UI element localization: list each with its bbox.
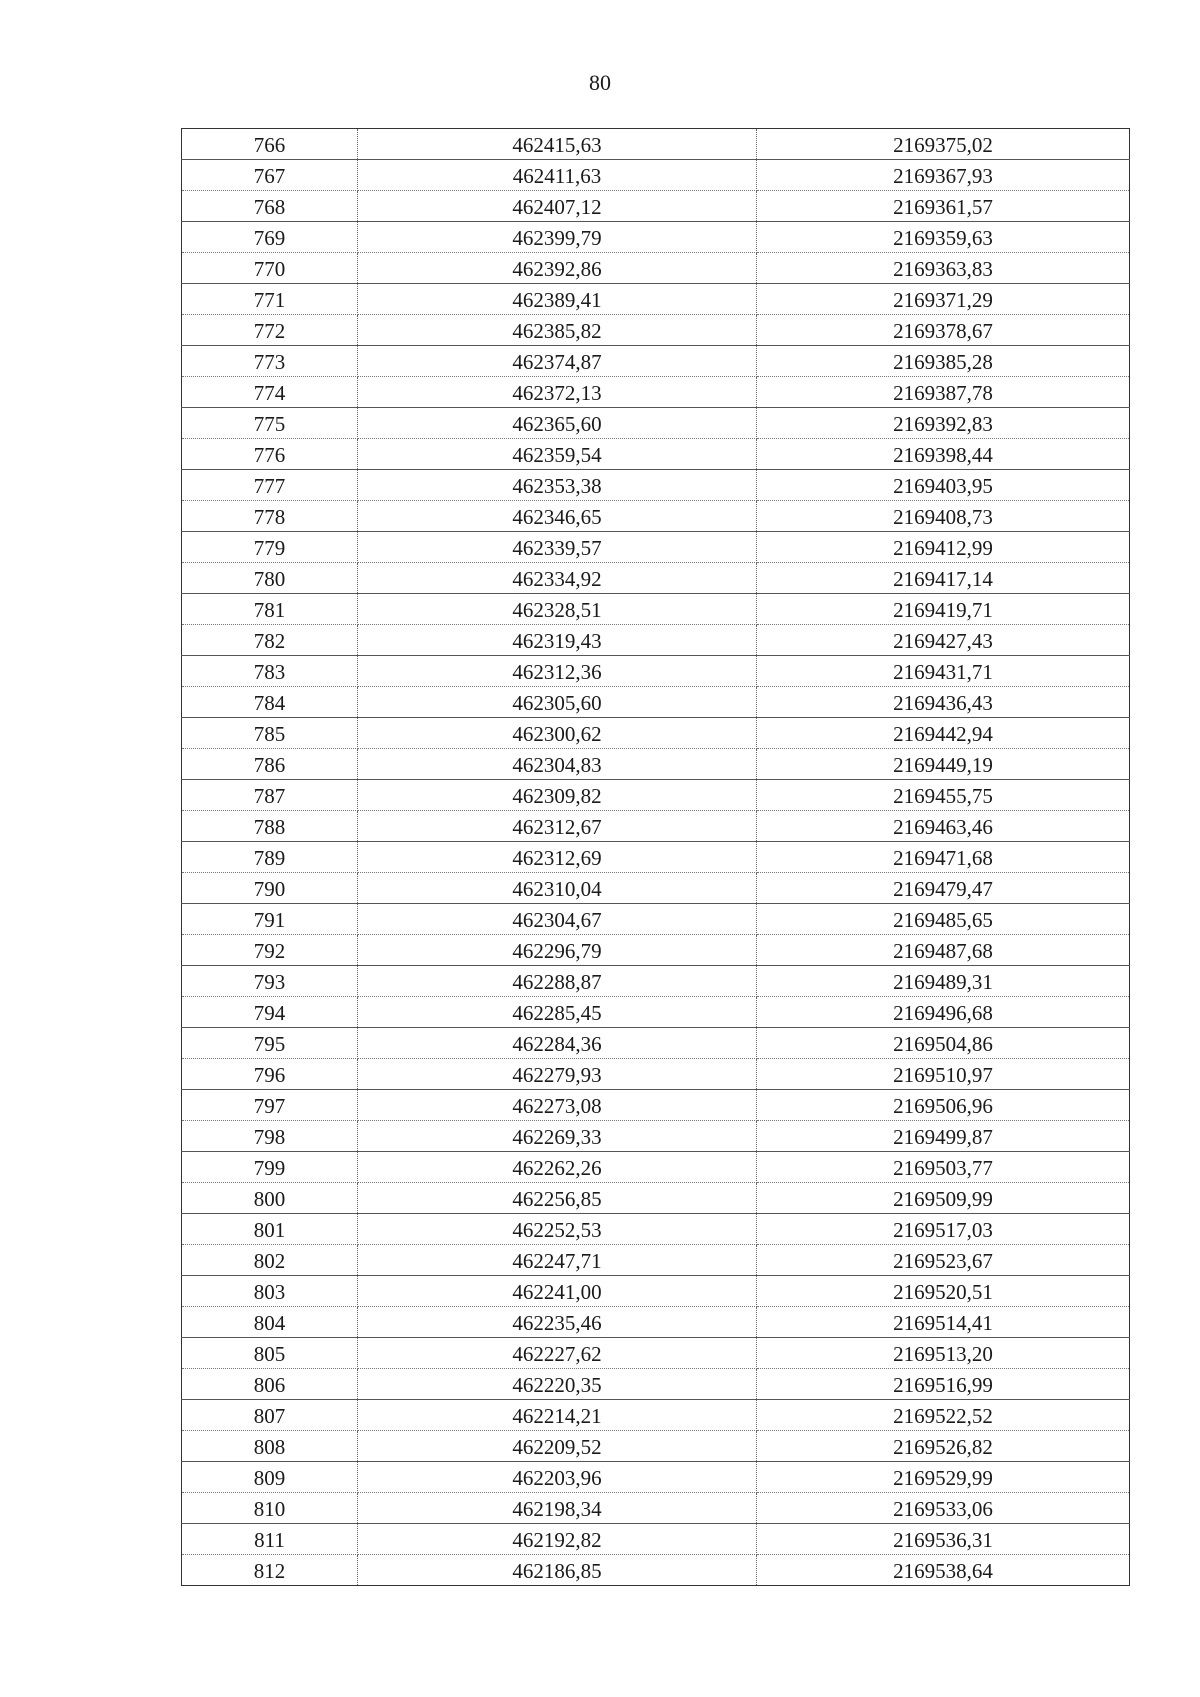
table-row (182, 1307, 1130, 1338)
point-number-cell: 812 (182, 1555, 358, 1586)
point-number-cell: 804 (182, 1307, 358, 1338)
table-row (182, 1028, 1130, 1059)
y-coordinate-cell: 2169479,47 (757, 873, 1130, 904)
point-number-cell: 811 (182, 1524, 358, 1555)
point-number-cell: 790 (182, 873, 358, 904)
x-coordinate-cell: 462415,63 (358, 129, 757, 160)
table-row (182, 718, 1130, 749)
x-coordinate-cell: 462235,46 (358, 1307, 757, 1338)
y-coordinate-cell: 2169463,46 (757, 811, 1130, 842)
x-coordinate-cell: 462346,65 (358, 501, 757, 532)
point-number-cell: 766 (182, 129, 358, 160)
x-coordinate-cell: 462312,67 (358, 811, 757, 842)
point-number-cell: 799 (182, 1152, 358, 1183)
y-coordinate-cell: 2169417,14 (757, 563, 1130, 594)
table-row (182, 315, 1130, 346)
y-coordinate-cell: 2169504,86 (757, 1028, 1130, 1059)
y-coordinate-cell: 2169506,96 (757, 1090, 1130, 1121)
x-coordinate-cell: 462186,85 (358, 1555, 757, 1586)
x-coordinate-cell: 462296,79 (358, 935, 757, 966)
x-coordinate-cell: 462300,62 (358, 718, 757, 749)
y-coordinate-cell: 2169431,71 (757, 656, 1130, 687)
point-number-cell: 787 (182, 780, 358, 811)
y-coordinate-cell: 2169533,06 (757, 1493, 1130, 1524)
y-coordinate-cell: 2169375,02 (757, 129, 1130, 160)
point-number-cell: 768 (182, 191, 358, 222)
x-coordinate-cell: 462399,79 (358, 222, 757, 253)
table-row (182, 470, 1130, 501)
table-row (182, 1555, 1130, 1586)
x-coordinate-cell: 462262,26 (358, 1152, 757, 1183)
y-coordinate-cell: 2169471,68 (757, 842, 1130, 873)
x-coordinate-cell: 462304,67 (358, 904, 757, 935)
table-row (182, 284, 1130, 315)
x-coordinate-cell: 462241,00 (358, 1276, 757, 1307)
point-number-cell: 772 (182, 315, 358, 346)
point-number-cell: 789 (182, 842, 358, 873)
x-coordinate-cell: 462353,38 (358, 470, 757, 501)
table-row (182, 997, 1130, 1028)
y-coordinate-cell: 2169526,82 (757, 1431, 1130, 1462)
point-number-cell: 775 (182, 408, 358, 439)
table-row (182, 1214, 1130, 1245)
x-coordinate-cell: 462310,04 (358, 873, 757, 904)
y-coordinate-cell: 2169403,95 (757, 470, 1130, 501)
x-coordinate-cell: 462372,13 (358, 377, 757, 408)
table-row (182, 1400, 1130, 1431)
table-row (182, 873, 1130, 904)
y-coordinate-cell: 2169496,68 (757, 997, 1130, 1028)
table-row (182, 1276, 1130, 1307)
point-number-cell: 782 (182, 625, 358, 656)
y-coordinate-cell: 2169529,99 (757, 1462, 1130, 1493)
table-row (182, 439, 1130, 470)
table-row (182, 222, 1130, 253)
y-coordinate-cell: 2169513,20 (757, 1338, 1130, 1369)
x-coordinate-cell: 462214,21 (358, 1400, 757, 1431)
table-row (182, 1059, 1130, 1090)
y-coordinate-cell: 2169385,28 (757, 346, 1130, 377)
x-coordinate-cell: 462285,45 (358, 997, 757, 1028)
y-coordinate-cell: 2169359,63 (757, 222, 1130, 253)
y-coordinate-cell: 2169522,52 (757, 1400, 1130, 1431)
table-row (182, 594, 1130, 625)
x-coordinate-cell: 462365,60 (358, 408, 757, 439)
x-coordinate-cell: 462319,43 (358, 625, 757, 656)
x-coordinate-cell: 462389,41 (358, 284, 757, 315)
point-number-cell: 769 (182, 222, 358, 253)
table-row (182, 1152, 1130, 1183)
table-row (182, 191, 1130, 222)
point-number-cell: 801 (182, 1214, 358, 1245)
y-coordinate-cell: 2169523,67 (757, 1245, 1130, 1276)
x-coordinate-cell: 462269,33 (358, 1121, 757, 1152)
y-coordinate-cell: 2169419,71 (757, 594, 1130, 625)
point-number-cell: 792 (182, 935, 358, 966)
y-coordinate-cell: 2169489,31 (757, 966, 1130, 997)
table-row (182, 1462, 1130, 1493)
x-coordinate-cell: 462284,36 (358, 1028, 757, 1059)
point-number-cell: 798 (182, 1121, 358, 1152)
y-coordinate-cell: 2169367,93 (757, 160, 1130, 191)
table-row (182, 811, 1130, 842)
table-row (182, 532, 1130, 563)
y-coordinate-cell: 2169363,83 (757, 253, 1130, 284)
table-row (182, 904, 1130, 935)
table-row (182, 935, 1130, 966)
table-row (182, 160, 1130, 191)
x-coordinate-cell: 462256,85 (358, 1183, 757, 1214)
y-coordinate-cell: 2169392,83 (757, 408, 1130, 439)
point-number-cell: 803 (182, 1276, 358, 1307)
table-row (182, 1245, 1130, 1276)
table-row (182, 1493, 1130, 1524)
point-number-cell: 770 (182, 253, 358, 284)
y-coordinate-cell: 2169449,19 (757, 749, 1130, 780)
x-coordinate-cell: 462309,82 (358, 780, 757, 811)
y-coordinate-cell: 2169538,64 (757, 1555, 1130, 1586)
point-number-cell: 767 (182, 160, 358, 191)
point-number-cell: 808 (182, 1431, 358, 1462)
table-row (182, 1121, 1130, 1152)
x-coordinate-cell: 462339,57 (358, 532, 757, 563)
x-coordinate-cell: 462374,87 (358, 346, 757, 377)
y-coordinate-cell: 2169442,94 (757, 718, 1130, 749)
x-coordinate-cell: 462279,93 (358, 1059, 757, 1090)
y-coordinate-cell: 2169503,77 (757, 1152, 1130, 1183)
table-row (182, 501, 1130, 532)
point-number-cell: 784 (182, 687, 358, 718)
x-coordinate-cell: 462328,51 (358, 594, 757, 625)
x-coordinate-cell: 462220,35 (358, 1369, 757, 1400)
point-number-cell: 793 (182, 966, 358, 997)
x-coordinate-cell: 462273,08 (358, 1090, 757, 1121)
x-coordinate-cell: 462312,36 (358, 656, 757, 687)
table-row (182, 346, 1130, 377)
table-row (182, 966, 1130, 997)
y-coordinate-cell: 2169378,67 (757, 315, 1130, 346)
y-coordinate-cell: 2169427,43 (757, 625, 1130, 656)
x-coordinate-cell: 462312,69 (358, 842, 757, 873)
x-coordinate-cell: 462334,92 (358, 563, 757, 594)
y-coordinate-cell: 2169361,57 (757, 191, 1130, 222)
x-coordinate-cell: 462407,12 (358, 191, 757, 222)
y-coordinate-cell: 2169408,73 (757, 501, 1130, 532)
y-coordinate-cell: 2169514,41 (757, 1307, 1130, 1338)
x-coordinate-cell: 462203,96 (358, 1462, 757, 1493)
point-number-cell: 810 (182, 1493, 358, 1524)
x-coordinate-cell: 462247,71 (358, 1245, 757, 1276)
point-number-cell: 800 (182, 1183, 358, 1214)
point-number-cell: 794 (182, 997, 358, 1028)
point-number-cell: 802 (182, 1245, 358, 1276)
y-coordinate-cell: 2169536,31 (757, 1524, 1130, 1555)
point-number-cell: 796 (182, 1059, 358, 1090)
table-row (182, 1369, 1130, 1400)
table-row (182, 563, 1130, 594)
y-coordinate-cell: 2169398,44 (757, 439, 1130, 470)
point-number-cell: 791 (182, 904, 358, 935)
point-number-cell: 807 (182, 1400, 358, 1431)
point-number-cell: 786 (182, 749, 358, 780)
x-coordinate-cell: 462304,83 (358, 749, 757, 780)
page-number: 80 (589, 70, 611, 95)
point-number-cell: 780 (182, 563, 358, 594)
point-number-cell: 795 (182, 1028, 358, 1059)
coordinates-table (181, 128, 1130, 1586)
table-row (182, 625, 1130, 656)
y-coordinate-cell: 2169387,78 (757, 377, 1130, 408)
y-coordinate-cell: 2169485,65 (757, 904, 1130, 935)
point-number-cell: 777 (182, 470, 358, 501)
point-number-cell: 776 (182, 439, 358, 470)
x-coordinate-cell: 462288,87 (358, 966, 757, 997)
point-number-cell: 779 (182, 532, 358, 563)
point-number-cell: 781 (182, 594, 358, 625)
table-row (182, 377, 1130, 408)
x-coordinate-cell: 462192,82 (358, 1524, 757, 1555)
x-coordinate-cell: 462252,53 (358, 1214, 757, 1245)
y-coordinate-cell: 2169520,51 (757, 1276, 1130, 1307)
y-coordinate-cell: 2169510,97 (757, 1059, 1130, 1090)
point-number-cell: 783 (182, 656, 358, 687)
table-row (182, 1524, 1130, 1555)
y-coordinate-cell: 2169499,87 (757, 1121, 1130, 1152)
point-number-cell: 785 (182, 718, 358, 749)
y-coordinate-cell: 2169517,03 (757, 1214, 1130, 1245)
table-row (182, 408, 1130, 439)
y-coordinate-cell: 2169516,99 (757, 1369, 1130, 1400)
x-coordinate-cell: 462385,82 (358, 315, 757, 346)
x-coordinate-cell: 462411,63 (358, 160, 757, 191)
point-number-cell: 806 (182, 1369, 358, 1400)
y-coordinate-cell: 2169412,99 (757, 532, 1130, 563)
point-number-cell: 774 (182, 377, 358, 408)
point-number-cell: 788 (182, 811, 358, 842)
y-coordinate-cell: 2169487,68 (757, 935, 1130, 966)
table-row (182, 1338, 1130, 1369)
coordinates-table-body (182, 129, 1130, 1586)
table-row (182, 687, 1130, 718)
y-coordinate-cell: 2169436,43 (757, 687, 1130, 718)
x-coordinate-cell: 462305,60 (358, 687, 757, 718)
table-row (182, 1090, 1130, 1121)
x-coordinate-cell: 462198,34 (358, 1493, 757, 1524)
x-coordinate-cell: 462392,86 (358, 253, 757, 284)
table-row (182, 656, 1130, 687)
x-coordinate-cell: 462227,62 (358, 1338, 757, 1369)
x-coordinate-cell: 462359,54 (358, 439, 757, 470)
table-row (182, 780, 1130, 811)
point-number-cell: 805 (182, 1338, 358, 1369)
table-row (182, 1183, 1130, 1214)
table-row (182, 129, 1130, 160)
y-coordinate-cell: 2169455,75 (757, 780, 1130, 811)
point-number-cell: 809 (182, 1462, 358, 1493)
point-number-cell: 778 (182, 501, 358, 532)
table-row (182, 749, 1130, 780)
y-coordinate-cell: 2169371,29 (757, 284, 1130, 315)
x-coordinate-cell: 462209,52 (358, 1431, 757, 1462)
table-row (182, 842, 1130, 873)
point-number-cell: 797 (182, 1090, 358, 1121)
point-number-cell: 773 (182, 346, 358, 377)
table-row (182, 253, 1130, 284)
y-coordinate-cell: 2169509,99 (757, 1183, 1130, 1214)
table-row (182, 1431, 1130, 1462)
point-number-cell: 771 (182, 284, 358, 315)
